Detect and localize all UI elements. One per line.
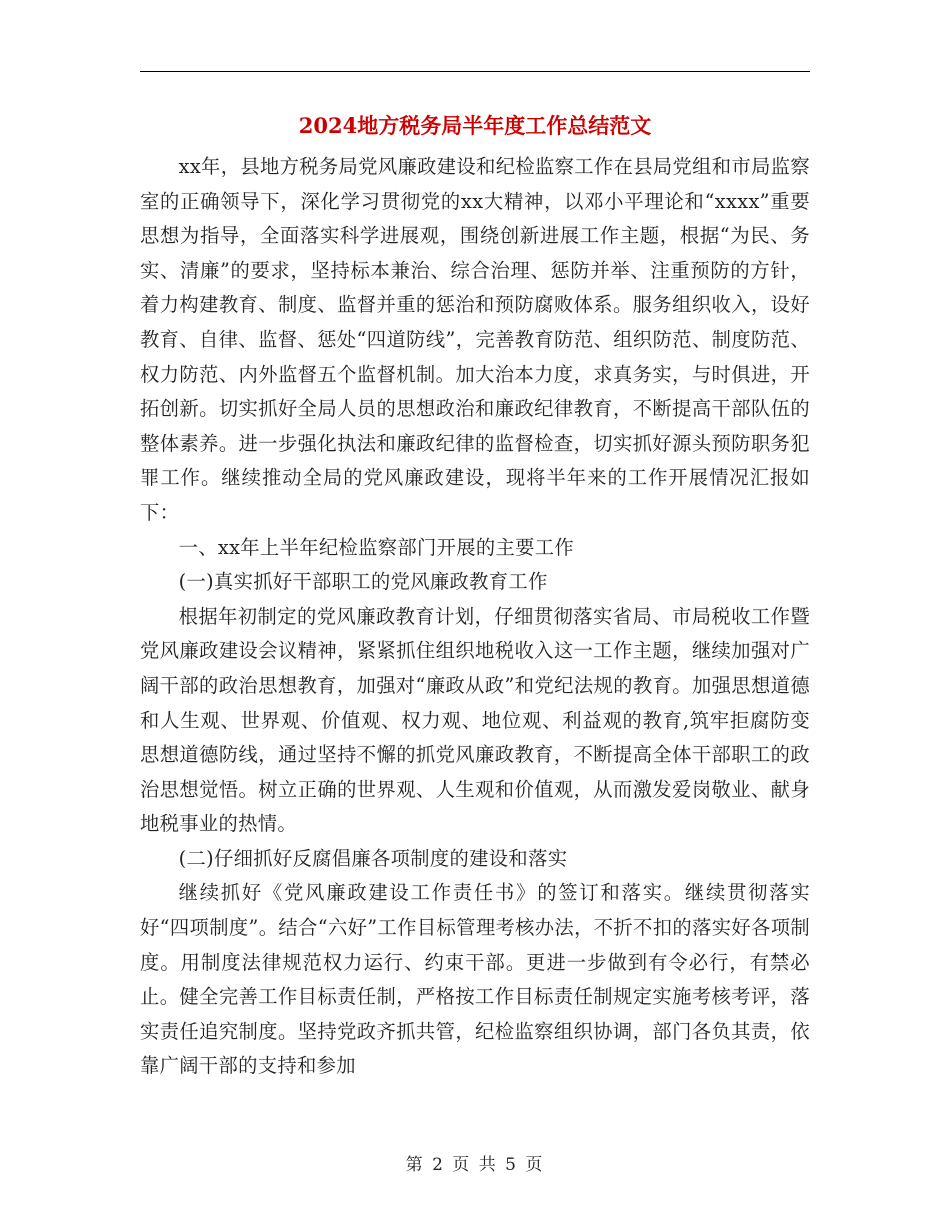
paragraph-systems: 继续抓好《党风廉政建设工作责任书》的签订和落实。继续贯彻落实好“四项制度”。结合“六好”工作目标管理考核办法，不折不扣的落实好各项制度。用制度法律规范权力运行、约束干部。更进一步做到有令必行，有禁必止。健全完善工作目标责任制，严格按工作目标责任制规定实施考核考评，落实责任追究制度。坚持党政齐抓共管，纪检监察组织协调，部门各负其责，依靠广阔干部的支持和参加 [140,881,810,1078]
document-body [140,150,810,1084]
paragraph-education: 根据年初制定的党风廉政教育计划，仔细贯彻落实省局、市局税收工作暨党风廉政建设会议精神，紧紧抓住组织地税收入这一工作主题，继续加强对广阔干部的政治思想教育，加强对“廉政从政”和党纪法规的教育。加强思想道德和人生观、世界观、价值观、权力观、地位观、利益观的教育,筑牢拒腐防变思想道德防线，通过坚持不懈的抓党风廉政教育，不断提高全体干部职工的政治思想觉悟。树立正确的世界观、人生观和价值观，从而激发爱岗敬业、献身地税事业的热情。 [140,604,810,836]
subsection-heading-1: (一)真实抓好干部职工的党风廉政教育工作 [178,570,548,594]
header-rule [140,71,810,72]
paragraph-intro: xx年，县地方税务局党风廉政建设和纪检监察工作在县局党组和市局监察室的正确领导下，深化学习贯彻党的xx大精神，以邓小平理论和“xxxx”重要思想为指导，全面落实科学进展观，围绕创新进展工作主题，根据“为民、务实、清廉”的要求，坚持标本兼治、综合治理、惩防并举、注重预防的方针，着力构建教育、制度、监督并重的惩治和预防腐败体系。服务组织收入，设好教育、自律、监督、惩处“四道防线”，完善教育防范、组织防范、制度防范、权力防范、内外监督五个监督机制。加大治本力度，求真务实，与时俱进，开拓创新。切实抓好全局人员的思想政治和廉政纪律教育，不断提高干部队伍的整体素养。进一步强化执法和廉政纪律的监督检查，切实抓好源头预防职务犯罪工作。继续推动全局的党风廉政建设，现将半年来的工作开展情况汇报如下： [140,155,810,524]
document-title: 2024地方税务局半年度工作总结范文 [298,113,652,138]
section-heading-1: 一、xx年上半年纪检监察部门开展的主要工作 [178,535,575,559]
subsection-heading-2: (二)仔细抓好反腐倡廉各项制度的建设和落实 [178,846,568,870]
page-number-footer: 第 2 页 共 5 页 [405,1155,545,1175]
